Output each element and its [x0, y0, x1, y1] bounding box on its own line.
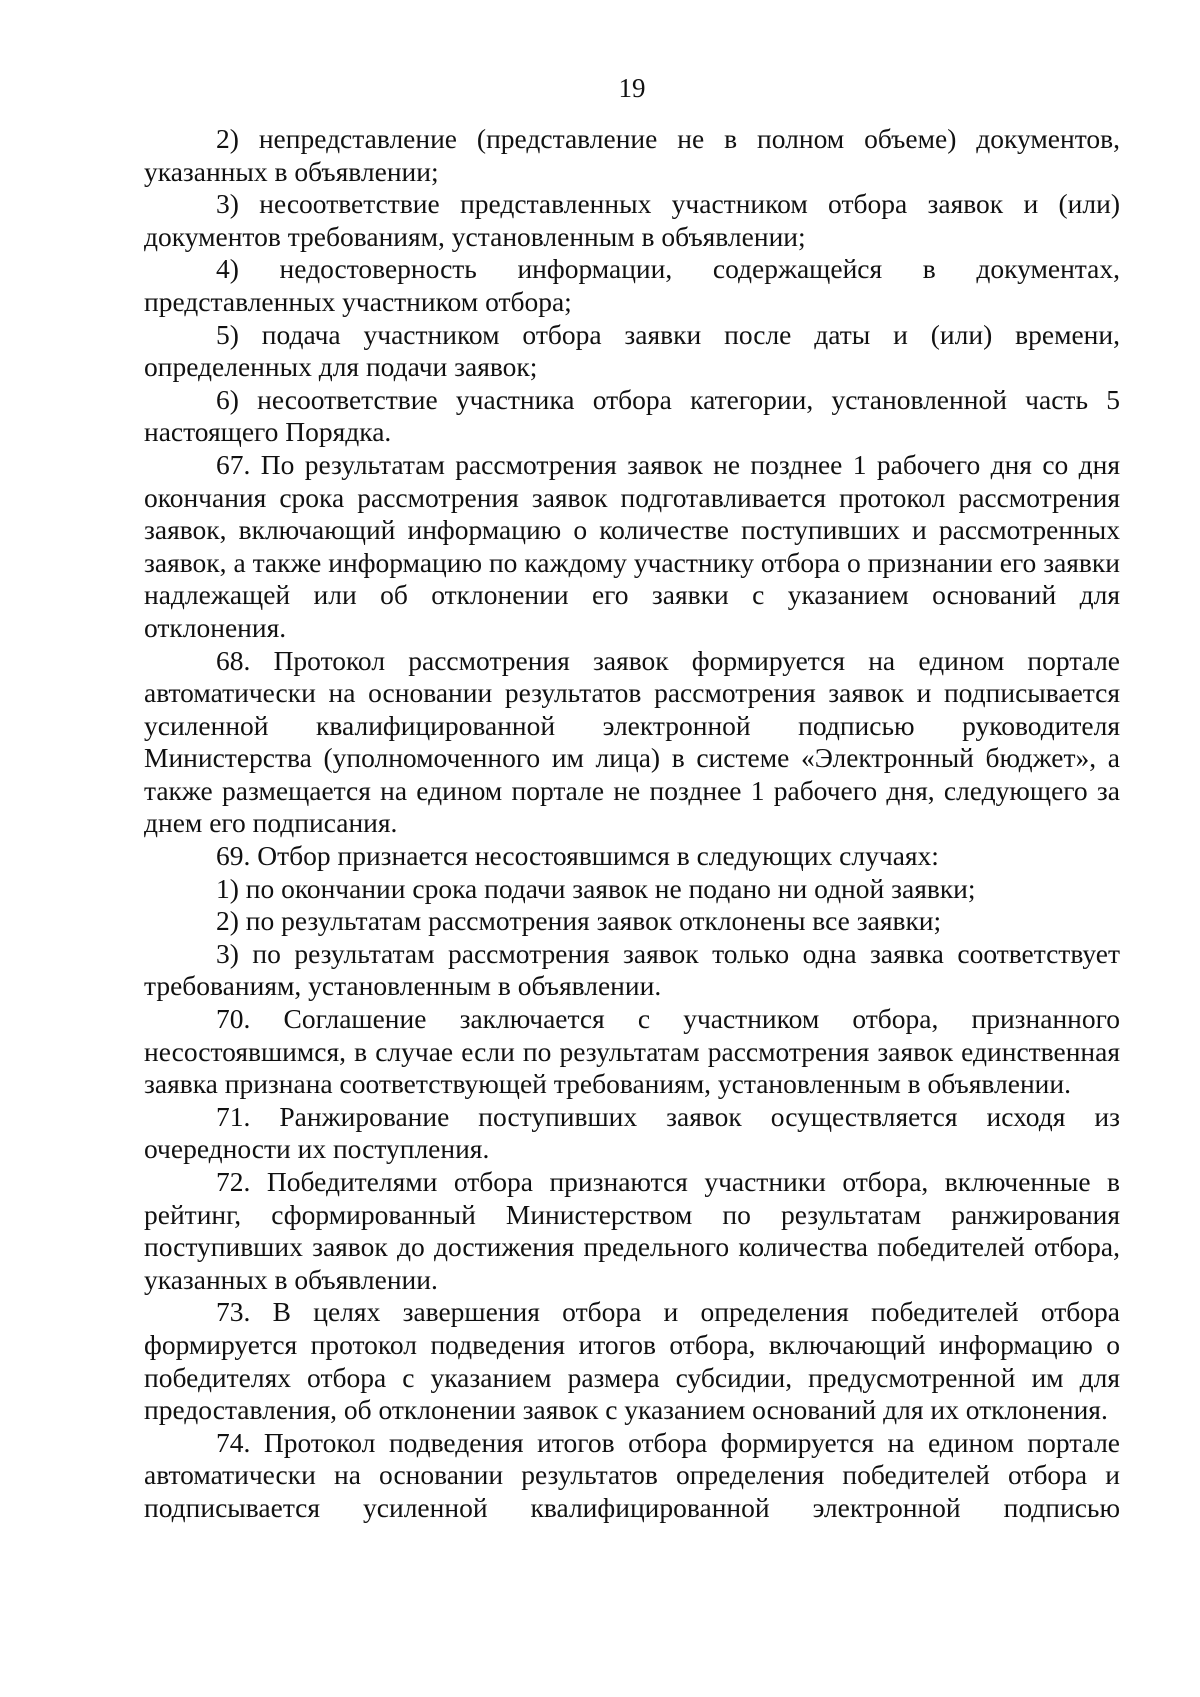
paragraph-69-item-1: 1) по окончании срока подачи заявок не подано ни одной заявки; — [216, 872, 976, 904]
paragraph-item-2-nonsubmission: 2) непредставление (представление не в полном объеме) документов, указанных в объявлении; — [144, 123, 1120, 187]
paragraph-74: 74. Протокол подведения итогов отбора формируется на едином портале автоматически на основании результатов определения победителей отбора и подписывается усиленной квалифицированной электронной подписью — [144, 1426, 1120, 1523]
paragraph-71: 71. Ранжирование поступивших заявок осуществляется исходя из очередности их поступления. — [144, 1100, 1120, 1165]
paragraph-69-item-3: 3) по результатам рассмотрения заявок только одна заявка соответствует требованиям, установленным в объявлении. — [144, 937, 1120, 1002]
paragraph-item-5-late-submission: 5) подача участником отбора заявки после даты и (или) времени, определенных для подачи заявок; — [144, 318, 1120, 383]
paragraph-item-4-inaccuracy: 4) недостоверность информации, содержащейся в документах, представленных участником отбора; — [144, 253, 1120, 317]
document-body — [144, 123, 1120, 1525]
paragraph-70: 70. Соглашение заключается с участником отбора, признанного несостоявшимся, в случае если по результатам рассмотрения заявок единственная заявка признана соответствующей требованиям, установленным в объявлении. — [144, 1003, 1120, 1100]
paragraph-item-6-category-mismatch: 6) несоответствие участника отбора категории, установленной часть 5 настоящего Порядка. — [144, 383, 1120, 448]
paragraph-69-item-2: 2) по результатам рассмотрения заявок отклонены все заявки; — [216, 905, 942, 937]
paragraph-72: 72. Победителями отбора признаются участники отбора, включенные в рейтинг, сформированный Министерством по результатам ранжирования поступивших заявок до достижения предельного количества победителей отбора, указанных в объявлении. — [144, 1166, 1120, 1295]
paragraph-67: 67. По результатам рассмотрения заявок не позднее 1 рабочего дня со дня окончания срока рассмотрения заявок подготавливается протокол рассмотрения заявок, включающий информацию о количестве поступивших и рассмотренных заявок, а также информацию по каждому участнику отбора о признании его заявки надлежащей или об отклонении его заявки с указанием оснований для отклонения. — [144, 448, 1120, 643]
page-number: 19 — [618, 73, 646, 103]
paragraph-item-3-nonconformity: 3) несоответствие представленных участником отбора заявок и (или) документов требованиям, установленным в объявлении; — [144, 188, 1120, 252]
paragraph-69: 69. Отбор признается несостоявшимся в следующих случаях: — [216, 840, 939, 872]
paragraph-68: 68. Протокол рассмотрения заявок формируется на едином портале автоматически на основании результатов рассмотрения заявок и подписывается усиленной квалифицированной электронной подписью руководителя Министерства (уполномоченного им лица) в системе «Электронный бюджет», а также размещается на едином портале не позднее 1 рабочего дня, следующего за днем его подписания. — [144, 644, 1120, 839]
paragraph-73: 73. В целях завершения отбора и определения победителей отбора формируется протокол подведения итогов отбора, включающий информацию о победителях отбора с указанием размера субсидии, предусмотренной им для предоставления, об отклонении заявок с указанием оснований для их отклонения. — [144, 1296, 1120, 1426]
